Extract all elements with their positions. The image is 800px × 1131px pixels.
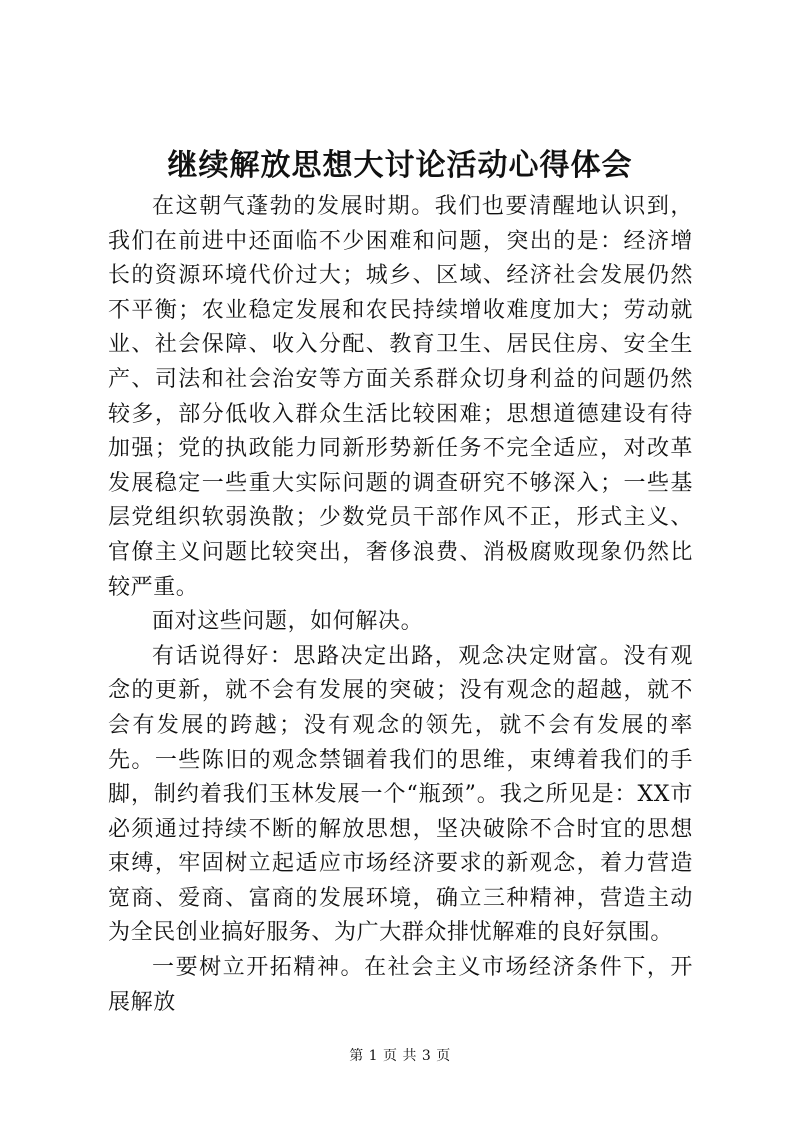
document-body xyxy=(108,190,693,1020)
paragraph: 有话说得好：思路决定出路，观念决定财富。没有观念的更新，就不会有发展的突破；没有观念的超越，就不会有发展的跨越；没有观念的领先，就不会有发展的率先。一些陈旧的观念禁锢着我们的思维，束缚着我们的手脚，制约着我们玉林发展一个“瓶颈”。我之所见是：XX市必须通过持续不断的解放思想，坚决破除不合时宜的思想束缚，牢固树立起适应市场经济要求的新观念，着力营造宽商、爱商、富商的发展环境，确立三种精神，营造主动为全民创业搞好服务、为广大群众排忧解难的良好氛围。 xyxy=(108,643,693,946)
paragraph: 在这朝气蓬勃的发展时期。我们也要清醒地认识到，我们在前进中还面临不少困难和问题，突出的是：经济增长的资源环境代价过大；城乡、区域、经济社会发展仍然不平衡；农业稳定发展和农民持续增收难度加大；劳动就业、社会保障、收入分配、教育卫生、居民住房、安全生产、司法和社会治安等方面关系群众切身利益的问题仍然较多，部分低收入群众生活比较困难；思想道德建设有待加强；党的执政能力同新形势新任务不完全适应，对改革发展稳定一些重大实际问题的调查研究不够深入；一些基层党组织软弱涣散；少数党员干部作风不正，形式主义、官僚主义问题比较突出，奢侈浪费、消极腐败现象仍然比较严重。 xyxy=(108,194,693,600)
paragraph: 一要树立开拓精神。在社会主义市场经济条件下，开展解放 xyxy=(108,955,693,1015)
paragraph: 面对这些问题，如何解决。 xyxy=(152,609,424,635)
document-title: 继续解放思想大讨论活动心得体会 xyxy=(167,148,633,183)
page-footer: 第 1 页 共 3 页 xyxy=(349,1048,451,1064)
